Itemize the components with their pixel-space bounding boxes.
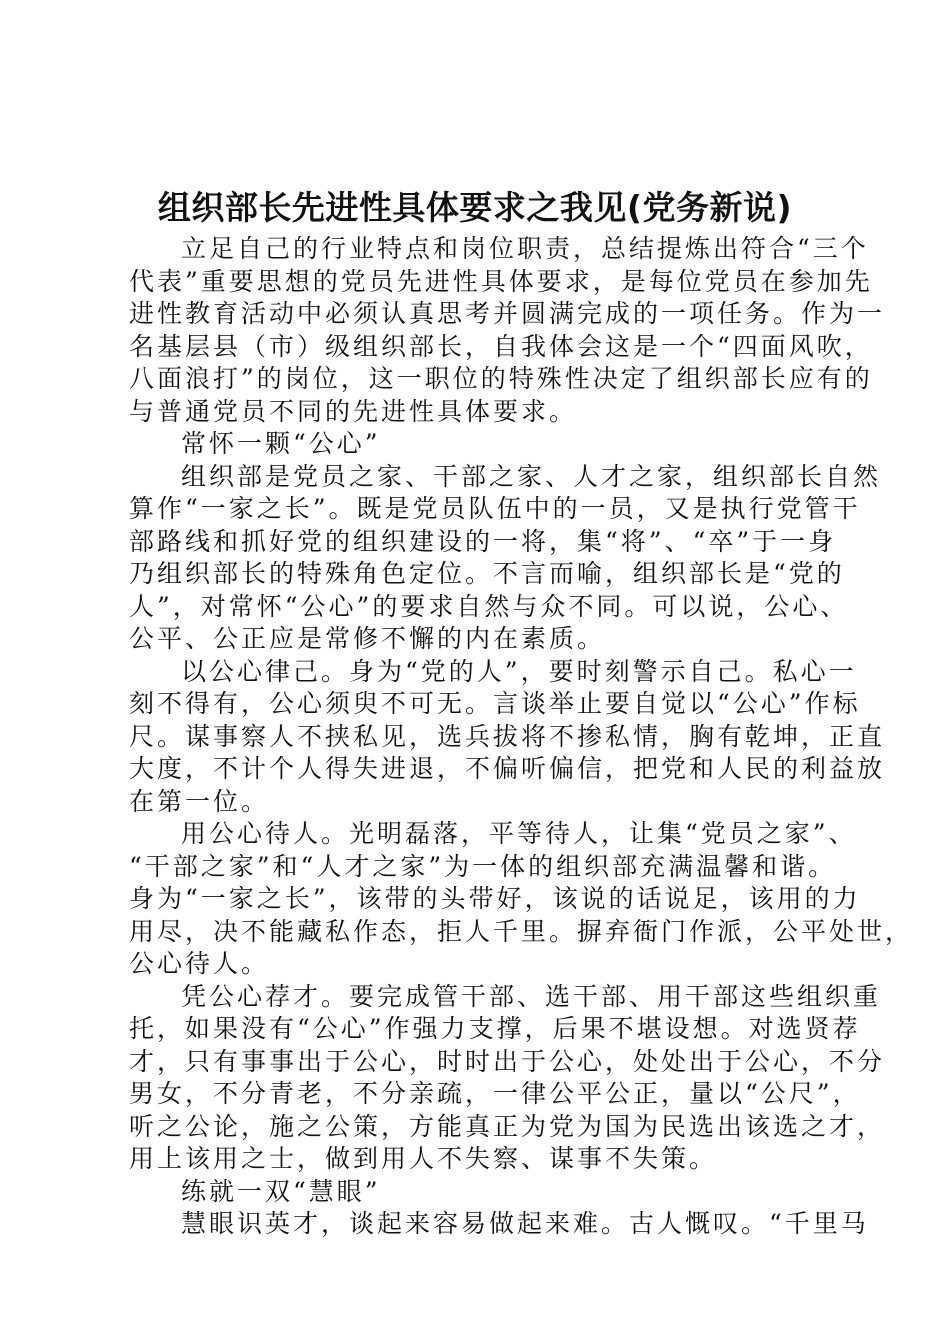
paragraph-line: 名基层县（市）级组织部长，自我体会这是一个“四面风吹， — [129, 331, 873, 361]
paragraph-line: 刻不得有，公心须臾不可无。言谈举止要自觉以“公心”作标 — [129, 689, 861, 718]
paragraph-line: “干部之家”和“人才之家”为一体的组织部充满温馨和谐。 — [129, 851, 837, 881]
paragraph-line: 乃组织部长的特殊角色定位。不言而喻，组织部长是“党的 — [129, 559, 845, 588]
paragraph-line: 凭公心荐才。要完成管干部、选干部、用干部这些组织重 — [181, 981, 882, 1011]
paragraph-line: 八面浪打”的岗位，这一职位的特殊性决定了组织部长应有的 — [129, 364, 873, 393]
paragraph-line: 代表”重要思想的党员先进性具体要求，是每位党员在参加先 — [129, 266, 873, 296]
paragraph-line: 男女，不分青老，不分亲疏，一律公平公正，量以“公尺”， — [129, 1079, 861, 1108]
document-title: 组织部长先进性具体要求之我见(党务新说) — [157, 188, 793, 227]
paragraph-line: 托，如果没有“公心”作强力支撑，后果不堪设想。对选贤荐 — [129, 1014, 861, 1043]
paragraph-line: 大度，不计个人得失进退，不偏听偏信，把党和人民的利益放 — [129, 754, 886, 783]
section-heading: 练就一双“慧眼” — [181, 1176, 381, 1206]
paragraph-line: 人”，对常怀“公心”的要求自然与众不同。可以说，公心、 — [129, 591, 849, 621]
paragraph-line: 身为“一家之长”，该带的头带好，该说的话说足，该用的力 — [129, 884, 861, 913]
paragraph-line: 在第一位。 — [129, 786, 270, 816]
paragraph-line: 用尽，决不能藏私作态，拒人千里。摒弃衙门作派，公平处世， — [129, 916, 914, 946]
paragraph-line: 公心待人。 — [129, 949, 270, 978]
paragraph-line: 进性教育活动中必须认真思考并圆满完成的一项任务。作为一 — [129, 299, 886, 328]
paragraph-line: 组织部是党员之家、干部之家、人才之家，组织部长自然 — [181, 461, 882, 491]
paragraph-line: 用上该用之士，做到用人不失察、谋事不失策。 — [129, 1144, 718, 1173]
paragraph-line: 部路线和抓好党的组织建设的一将，集“将”、“卒”于一身 — [129, 526, 837, 556]
paragraph-line: 慧眼识英才，谈起来容易做起来难。古人慨叹。“千里马 — [181, 1209, 869, 1238]
paragraph-line: 立足自己的行业特点和岗位职责，总结提炼出符合“三个 — [181, 234, 869, 263]
paragraph-line: 以公心律己。身为“党的人”，要时刻警示自己。私心一 — [181, 656, 857, 686]
paragraph-line: 才，只有事事出于公心，时时出于公心，处处出于公心，不分 — [129, 1046, 886, 1076]
paragraph-line: 算作“一家之长”。既是党员队伍中的一员，又是执行党管干 — [129, 494, 861, 523]
section-heading: 常怀一颗“公心” — [181, 429, 381, 458]
paragraph-line: 与普通党员不同的先进性具体要求。 — [129, 396, 578, 426]
paragraph-line: 公平、公正应是常修不懈的内在素质。 — [129, 624, 606, 653]
paragraph-line: 听之公论，施之公策，方能真正为党为国为民选出该选之才， — [129, 1111, 886, 1141]
document-body — [129, 233, 914, 1241]
paragraph-line: 尺。谋事察人不挟私见，选兵拔将不掺私情，胸有乾坤，正直 — [129, 721, 886, 751]
paragraph-line: 用公心待人。光明磊落，平等待人，让集“党员之家”、 — [181, 819, 857, 848]
